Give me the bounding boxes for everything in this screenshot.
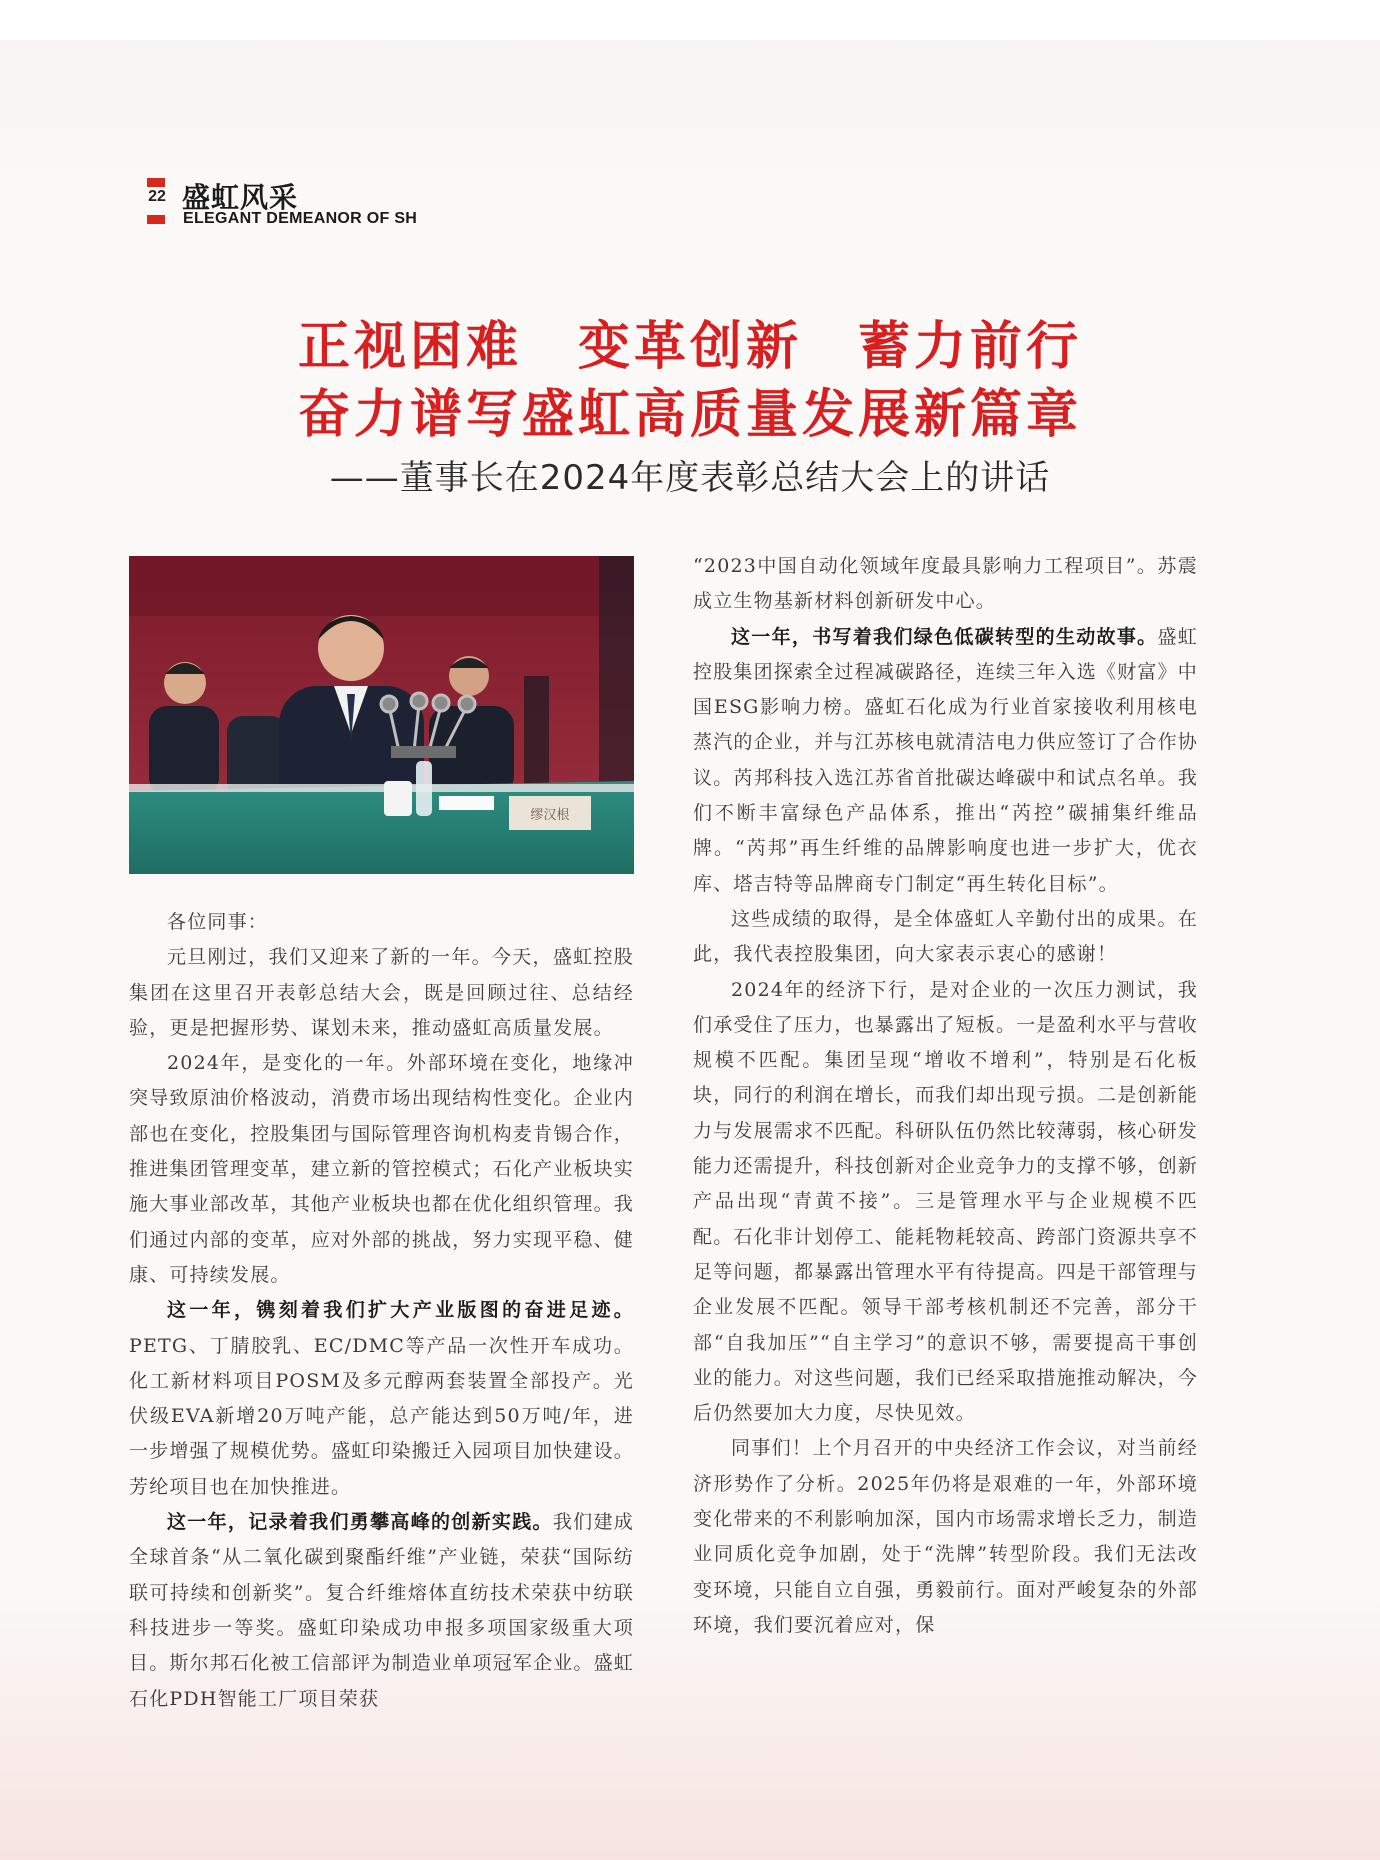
article-column-right	[693, 549, 1198, 1643]
section-title: 盛虹风采	[182, 181, 299, 214]
article-column-left	[129, 905, 634, 1717]
paragraph	[129, 940, 634, 1046]
paragraph-text: 同事们！上个月召开的中央经济工作会议，对当前经济形势作了分析。2025年仍将是艰难的一年，外部环境变化带来的不利影响加深，国内市场需求增长乏力，制造业同质化竞争加剧，处于“洗牌”转型阶段。我们无法改变环境，只能自立自强，勇毅前行。面对严峻复杂的外部环境，我们要沉着应对，保	[693, 1437, 1199, 1636]
paragraph-text: PETG、丁腈胶乳、EC/DMC等产品一次性开车成功。化工新材料项目POSM及多元醇两套装置全部投产。光伏级EVA新增20万吨产能，总产能达到50万吨/年，进一步增强了规模优势。盛虹印染搬迁入园项目加快建设。芳纶项目也在加快推进。	[129, 1334, 635, 1498]
paragraph	[129, 905, 634, 940]
paragraph-lead: 这一年，镌刻着我们扩大产业版图的奋进足迹。	[167, 1299, 634, 1322]
page-number: 22	[148, 188, 166, 205]
paragraph	[693, 902, 1198, 973]
nameplate-text: 缪汉根	[530, 808, 570, 823]
headline-line-2: 奋力谱写盛虹高质量发展新篇章	[297, 385, 1082, 445]
paragraph	[129, 1046, 634, 1293]
paragraph-lead: 这一年，书写着我们绿色低碳转型的生动故事。	[731, 625, 1158, 648]
paragraph	[129, 1505, 634, 1717]
paragraph	[693, 620, 1198, 902]
paragraph	[693, 549, 1198, 620]
section-subtitle: ELEGANT DEMEANOR OF SH	[183, 210, 418, 227]
paragraph	[129, 1293, 634, 1505]
paragraph-text: 这些成绩的取得，是全体盛虹人辛勤付出的成果。在此，我代表控股集团，向大家表示衷心的感谢！	[693, 907, 1198, 966]
marker-bar-bottom	[147, 215, 165, 224]
paragraph	[693, 1431, 1198, 1643]
article-photo	[129, 556, 634, 874]
paragraph-text: 各位同事：	[167, 911, 269, 933]
paragraph-text: 元旦刚过，我们又迎来了新的一年。今天，盛虹控股集团在这里召开表彰总结大会，既是回顾过往、总结经验，更是把握形势、谋划未来，推动盛虹高质量发展。	[129, 946, 634, 1039]
page-top-margin	[0, 0, 1380, 40]
paragraph-text: 2024年的经济下行，是对企业的一次压力测试，我们承受住了压力，也暴露出了短板。一是盈利水平与营收规模不匹配。集团呈现“增收不增利”，特别是石化板块，同行的利润在增长，而我们却出现亏损。二是创新能力与发展需求不匹配。科研队伍仍然比较薄弱，核心研发能力还需提升，科技创新对企业竞争力的支撑不够，创新产品出现“青黄不接”。三是管理水平与企业规模不匹配。石化非计划停工、能耗物耗较高、跨部门资源共享不足等问题，都暴露出管理水平有待提高。四是干部管理与企业发展不匹配。领导干部考核机制还不完善，部分干部“自我加压”“自主学习”的意识不够，需要提高干事创业的能力。对这些问题，我们已经采取措施推动解决，今后仍然要加大力度，尽快见效。	[693, 978, 1199, 1425]
paragraph-text: “2023中国自动化领域年度最具影响力工程项目”。苏震成立生物基新材料创新研发中心。	[693, 555, 1198, 613]
paragraph-text: 2024年，是变化的一年。外部环境在变化，地缘冲突导致原油价格波动，消费市场出现结构性变化。企业内部也在变化，控股集团与国际管理咨询机构麦肯锡合作，推进集团管理变革，建立新的管控模式；石化产业板块实施大事业部改革，其他产业板块也都在优化组织管理。我们通过内部的变革，应对外部的挑战，努力实现平稳、健康、可持续发展。	[129, 1052, 635, 1286]
speaker-nameplate	[509, 796, 591, 830]
headline-subtitle: ——董事长在2024年度表彰总结大会上的讲话	[329, 458, 1051, 498]
paragraph-text: 盛虹控股集团探索全过程减碳路径，连续三年入选《财富》中国ESG影响力榜。盛虹石化成为行业首家接收利用核电蒸汽的企业，并与江苏核电就清洁电力供应签订了合作协议。芮邦科技入选江苏省首批碳达峰碳中和试点名单。我们不断丰富绿色产品体系，推出“芮控”碳捕集纤维品牌。“芮邦”再生纤维的品牌影响度也进一步扩大，优衣库、塔吉特等品牌商专门制定“再生转化目标”。	[693, 625, 1199, 895]
marker-bar-top	[147, 178, 165, 187]
headline-line-1: 正视困难 变革创新 蓄力前行	[297, 317, 1082, 377]
paragraph	[693, 973, 1198, 1432]
paragraph-lead: 这一年，记录着我们勇攀高峰的创新实践。	[167, 1511, 553, 1534]
paragraph-text: 我们建成全球首条“从二氧化碳到聚酯纤维”产业链，荣获“国际纺联可持续和创新奖”。复合纤维熔体直纺技术荣获中纺联科技进步一等奖。盛虹印染成功申报多项国家级重大项目。斯尔邦石化被工信部评为制造业单项冠军企业。盛虹石化PDH智能工厂项目荣获	[129, 1511, 635, 1710]
meeting-photo-illustration	[129, 556, 634, 874]
